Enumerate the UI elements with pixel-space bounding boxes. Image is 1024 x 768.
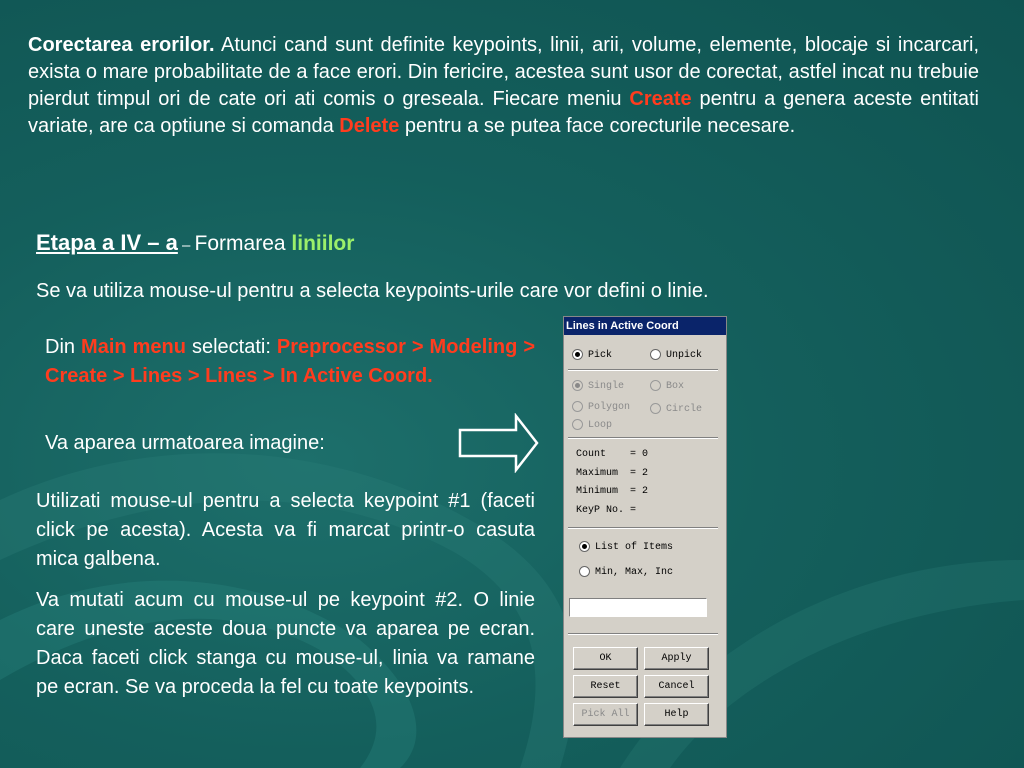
separator <box>568 527 718 529</box>
right-arrow-icon <box>458 413 540 473</box>
dialog-title: Lines in Active Coord <box>564 317 726 335</box>
keyp-no-label: KeyP No. = <box>576 505 637 516</box>
polygon-label: Polygon <box>588 402 631 414</box>
min-max-inc-radio[interactable] <box>579 566 673 578</box>
reset-button[interactable]: Reset <box>573 675 638 698</box>
radio-selected-icon <box>579 541 590 552</box>
pick-radio[interactable] <box>572 349 612 361</box>
box-label: Box <box>666 381 685 393</box>
radio-icon <box>650 403 661 414</box>
count-row <box>576 449 648 460</box>
radio-icon <box>650 380 661 391</box>
menu-selectati: selectati <box>185 336 266 358</box>
unpick-radio[interactable] <box>650 349 702 361</box>
maximum-value: 2 <box>642 468 649 479</box>
create-keyword: Create <box>629 88 692 110</box>
polygon-radio[interactable] <box>572 401 630 413</box>
minimum-label: Minimum = <box>576 486 637 497</box>
intro-text-3: pentru a se putea face corecturile necesare. <box>399 115 796 137</box>
intro-text-1: Atunci cand sunt definite keypoints, linii, arii, volume, elemente, blocaje si incarcari, exista o mare probabilitate de a face erori. Din fericire, acestea sunt usor de corectat, astfel incat nu trebuie pierdut timpul ori de cate ori ati comis o greseala. Fiecare meniu <box>28 34 980 110</box>
appear-text: Va aparea urmatoarea imagine: <box>45 432 325 454</box>
radio-selected-icon <box>572 349 583 360</box>
heading-dash: – <box>177 237 195 254</box>
box-radio[interactable] <box>650 380 684 392</box>
count-value: 0 <box>642 449 649 460</box>
unpick-label: Unpick <box>666 350 703 362</box>
pick-label: Pick <box>588 350 613 362</box>
cancel-button[interactable]: Cancel <box>644 675 709 698</box>
section-heading <box>36 229 354 259</box>
menu-din: Din <box>45 336 82 358</box>
intro-bold-lead: Corectarea erorilor. <box>28 34 215 56</box>
pick-all-button[interactable]: Pick All <box>573 703 638 726</box>
menu-colon: : <box>265 336 277 358</box>
pick-input-field[interactable] <box>569 598 707 617</box>
menu-path: Preprocessor > Modeling > Create > Lines > Lines > In Active Coord <box>45 336 536 387</box>
keyp-no-row <box>576 505 636 516</box>
maximum-row <box>576 468 648 479</box>
main-menu-keyword: Main menu <box>81 336 186 358</box>
ok-button[interactable]: OK <box>573 647 638 670</box>
heading-highlight: liniilor <box>291 232 355 255</box>
help-button[interactable]: Help <box>644 703 709 726</box>
maximum-label: Maximum = <box>576 468 637 479</box>
menu-instruction <box>45 333 535 391</box>
lines-in-active-coord-dialog <box>563 316 727 738</box>
heading-title: Etapa a IV – a <box>36 230 178 255</box>
list-of-items-radio[interactable] <box>579 541 673 553</box>
loop-label: Loop <box>588 420 613 432</box>
minimum-row <box>576 486 648 497</box>
delete-keyword: Delete <box>339 115 400 137</box>
radio-icon <box>650 349 661 360</box>
intro-line: Se va utiliza mouse-ul pentru a selecta keypoints-urile care vor defini o linie. <box>36 280 709 302</box>
intro-text-2: pentru a genera aceste entitati variate, are ca optiune si comanda <box>28 88 979 137</box>
circle-label: Circle <box>666 404 703 416</box>
count-label: Count = <box>576 449 637 460</box>
intro-paragraph <box>28 32 979 140</box>
paragraph-keypoint-1: Utilizati mouse-ul pentru a selecta keypoint #1 (faceti click pe acesta). Acesta va fi marcat printr-o casuta mica galbena. <box>36 490 535 570</box>
paragraph-keypoint-2: Va mutati acum cu mouse-ul pe keypoint #2. O linie care uneste aceste doua puncte va aparea pe ecran. Daca faceti click stanga cu mouse-ul, linia va ramane pe ecran. Se va proceda la fel cu toate keypoints. <box>36 589 535 698</box>
min-max-inc-label: Min, Max, Inc <box>595 567 674 579</box>
heading-text: Formarea <box>194 232 292 255</box>
radio-selected-icon <box>572 380 583 391</box>
loop-radio[interactable] <box>572 419 612 431</box>
list-of-items-label: List of Items <box>595 542 674 554</box>
apply-button[interactable]: Apply <box>644 647 709 670</box>
separator <box>568 633 718 635</box>
separator <box>568 369 718 371</box>
menu-dot: . <box>427 365 433 387</box>
minimum-value: 2 <box>642 486 649 497</box>
radio-icon <box>572 419 583 430</box>
separator <box>568 437 718 439</box>
radio-icon <box>579 566 590 577</box>
single-radio[interactable] <box>572 380 624 392</box>
circle-radio[interactable] <box>650 403 702 415</box>
single-label: Single <box>588 381 625 393</box>
radio-icon <box>572 401 583 412</box>
